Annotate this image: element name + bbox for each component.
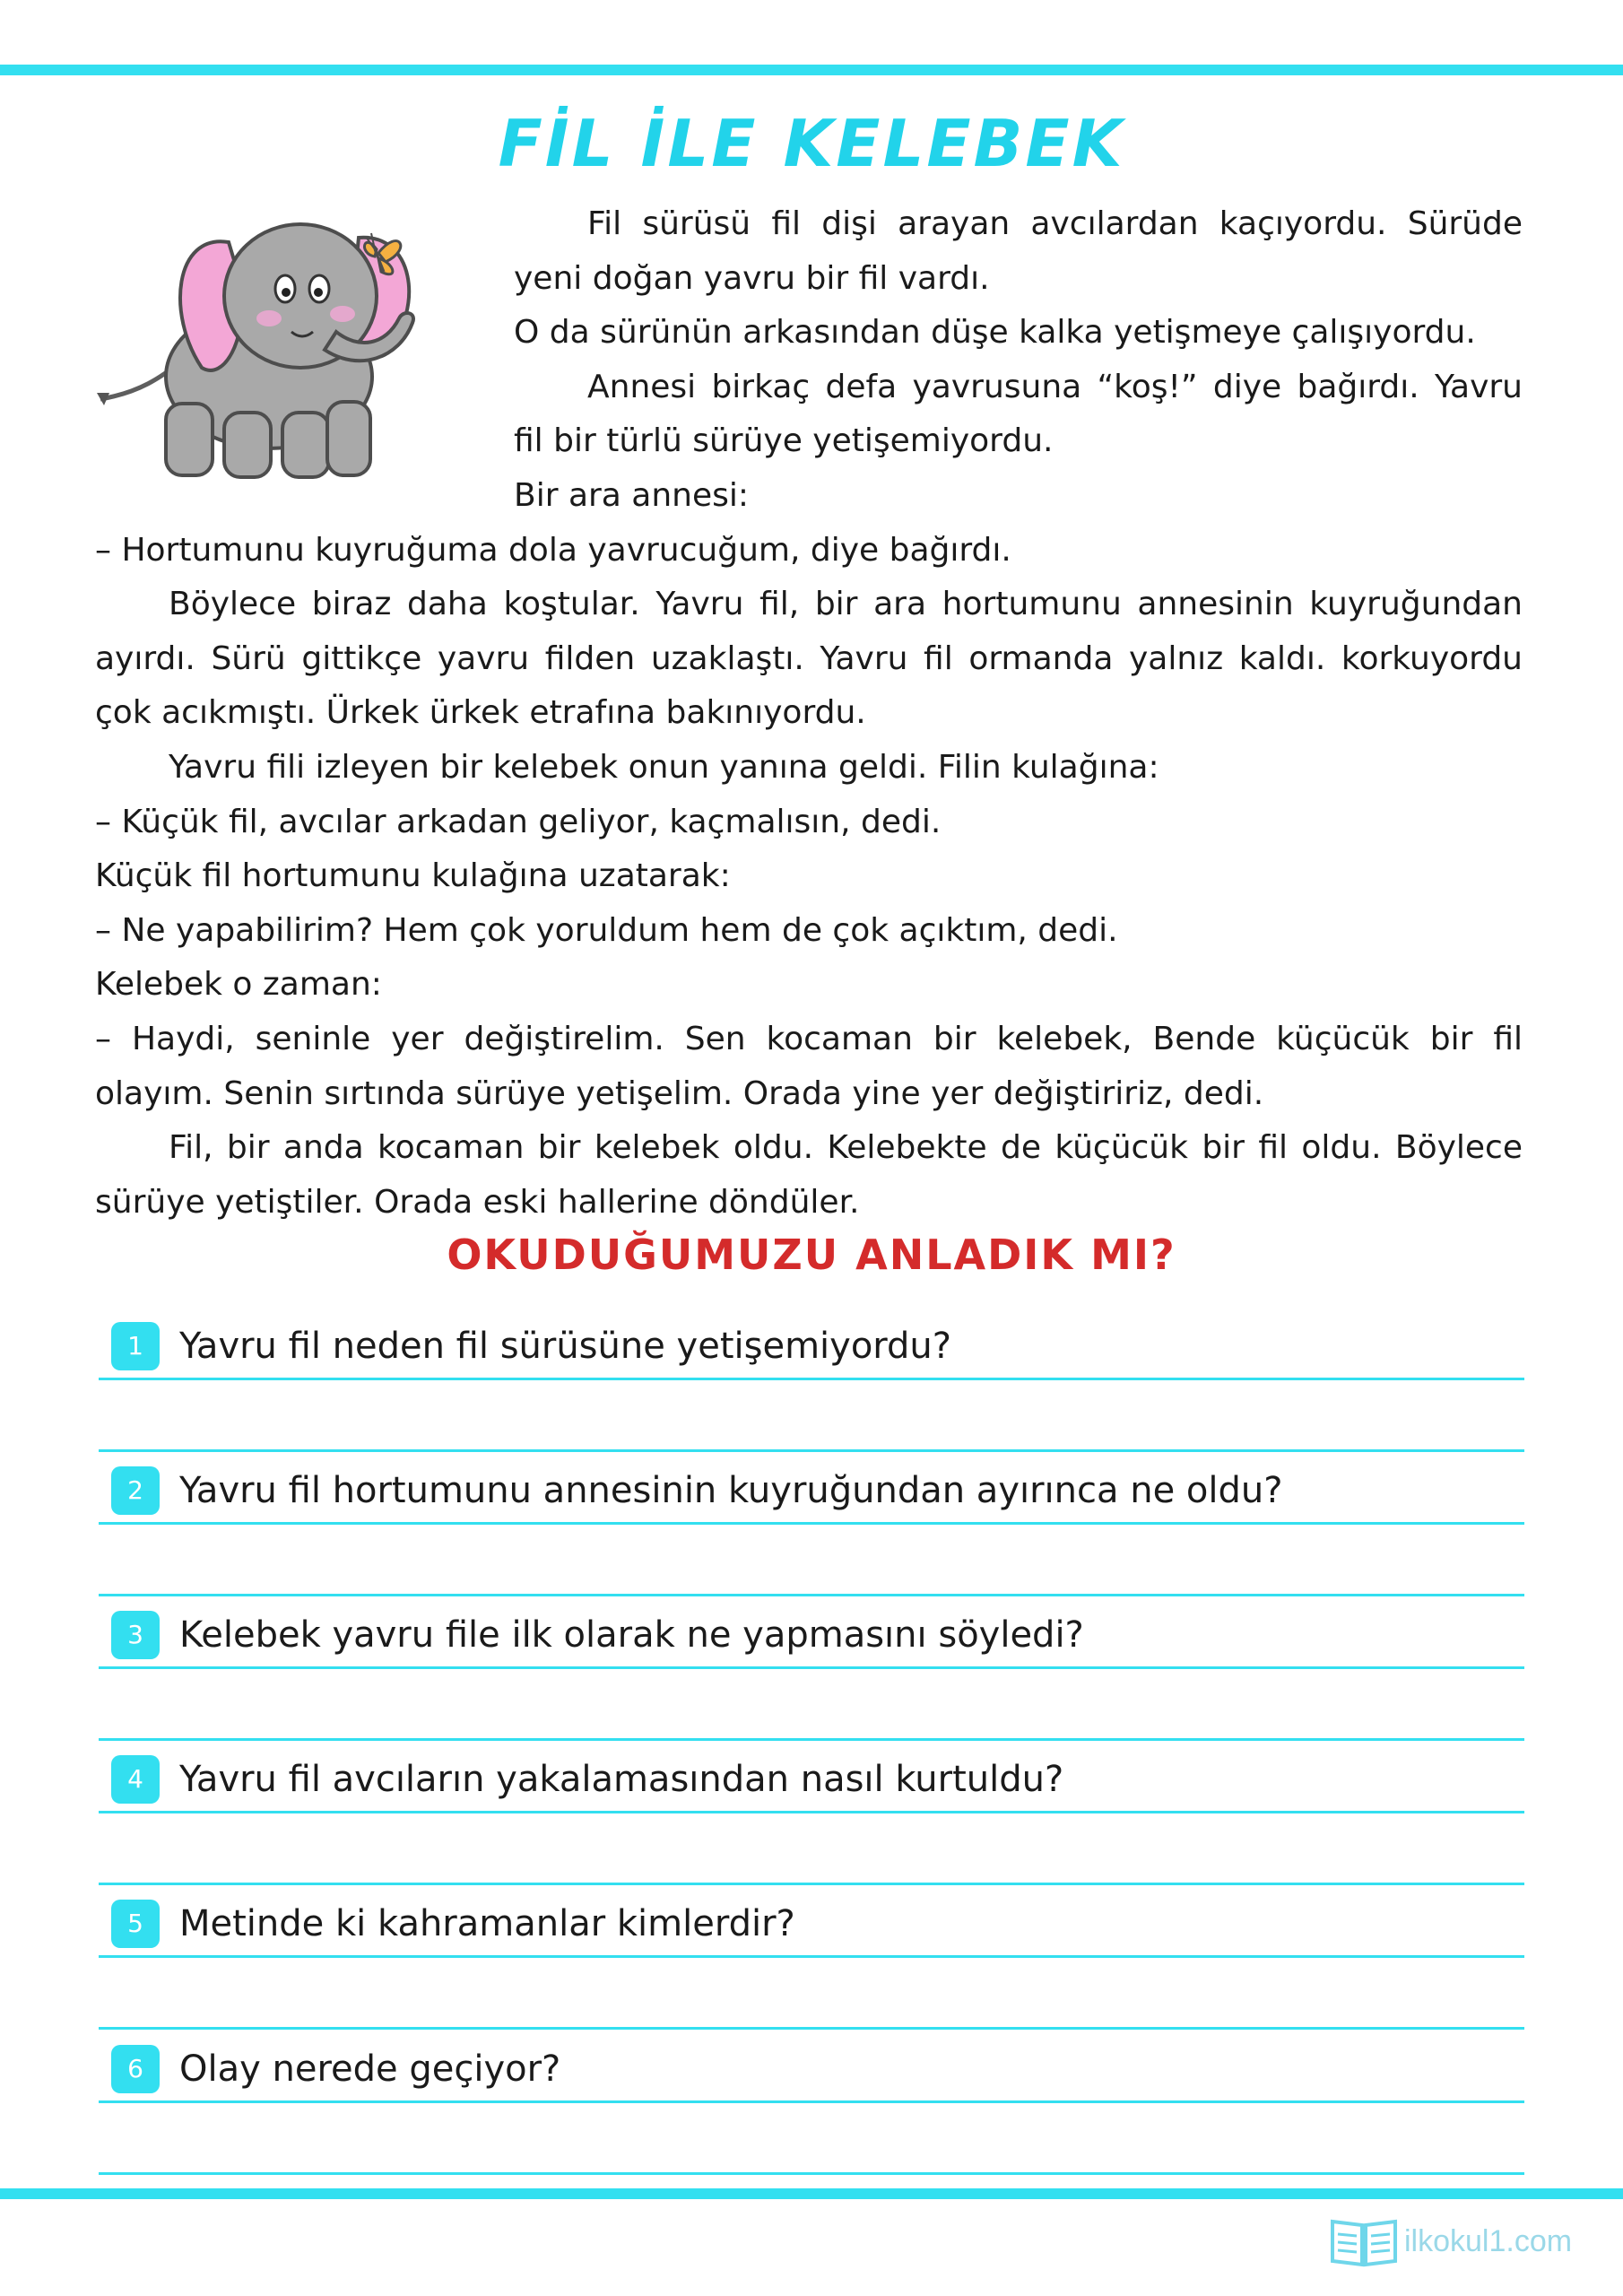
question-item <box>99 1459 1524 1603</box>
question-item <box>99 2038 1524 2181</box>
question-item <box>99 1315 1524 1458</box>
question-number-badge: 3 <box>111 1611 160 1659</box>
answer-line[interactable] <box>99 1522 1524 1525</box>
book-icon <box>1329 2213 1399 2270</box>
question-number-badge: 6 <box>111 2045 160 2093</box>
answer-line[interactable] <box>99 1594 1524 1596</box>
story-paragraph: Annesi birkaç defa yavrusuna “koş!” diye bağırdı. Yavru fil bir türlü sürüye yetişemiyordu. <box>514 368 1523 460</box>
story-paragraph: Kelebek o zaman: <box>95 966 382 1004</box>
question-number-badge: 2 <box>111 1466 160 1515</box>
answer-line[interactable] <box>99 1666 1524 1669</box>
answer-line[interactable] <box>99 1738 1524 1741</box>
story-paragraph: – Ne yapabilirim? Hem çok yoruldum hem de çok açıktım, dedi. <box>95 911 1118 949</box>
story-paragraph: Böylece biraz daha koştular. Yavru fil, bir ara hortumunu annesinin kuyruğundan ayırdı. Sürü gittikçe yavru filden uzaklaştı. Yavru fil ormanda yalnız kaldı. korkuyordu çok acıkmıştı. Ürkek ürkek etrafına bakınıyordu. <box>95 586 1523 732</box>
story-paragraph: O da sürünün arkasından düşe kalka yetişmeye çalışıyordu. <box>514 314 1476 352</box>
question-number-badge: 1 <box>111 1322 160 1370</box>
answer-line[interactable] <box>99 1883 1524 1885</box>
answer-line[interactable] <box>99 1811 1524 1813</box>
question-text: Metinde ki kahramanlar kimlerdir? <box>179 1903 795 1944</box>
story-paragraph: Küçük fil hortumunu kulağına uzatarak: <box>95 857 731 895</box>
story-text <box>95 197 1523 1230</box>
site-brand-name[interactable]: ilkokul1.com <box>1404 2223 1573 2258</box>
story-paragraph: – Hortumunu kuyruğuma dola yavrucuğum, diye bağırdı. <box>95 531 1011 569</box>
question-text: Kelebek yavru file ilk olarak ne yapmasını söyledi? <box>179 1614 1084 1656</box>
answer-line[interactable] <box>99 1955 1524 1958</box>
question-text: Yavru fil avcıların yakalamasından nasıl kurtuldu? <box>179 1759 1064 1800</box>
question-text: Yavru fil hortumunu annesinin kuyruğundan ayırınca ne oldu? <box>179 1470 1283 1511</box>
question-item <box>99 1604 1524 1747</box>
questions-heading: OKUDUĞUMUZU ANLADIK MI? <box>447 1231 1176 1279</box>
page-title: FİL İLE KELEBEK <box>498 106 1125 181</box>
answer-line[interactable] <box>99 2172 1524 2175</box>
question-text: Olay nerede geçiyor? <box>179 2048 561 2090</box>
bottom-border-band <box>0 2188 1623 2199</box>
story-paragraph: Fil sürüsü fil dişi arayan avcılardan kaçıyordu. Sürüde yeni doğan yavru bir fil vardı. <box>514 205 1523 297</box>
question-item <box>99 1892 1524 2036</box>
question-text: Yavru fil neden fil sürüsüne yetişemiyordu? <box>179 1326 952 1367</box>
site-logo[interactable] <box>1329 2210 1572 2273</box>
answer-line[interactable] <box>99 1449 1524 1452</box>
story-paragraph: Yavru fili izleyen bir kelebek onun yanına geldi. Filin kulağına: <box>169 748 1159 786</box>
question-number-badge: 5 <box>111 1900 160 1948</box>
answer-line[interactable] <box>99 2100 1524 2103</box>
answer-line[interactable] <box>99 1378 1524 1380</box>
story-paragraph: – Küçük fil, avcılar arkadan geliyor, kaçmalısın, dedi. <box>95 803 942 840</box>
question-number-badge: 4 <box>111 1755 160 1804</box>
top-border-band <box>0 65 1623 75</box>
story-paragraph: – Haydi, seninle yer değiştirelim. Sen kocaman bir kelebek, Bende küçücük bir fil olayım. Senin sırtında sürüye yetişelim. Orada yine yer değiştiririz, dedi. <box>95 1020 1523 1112</box>
question-item <box>99 1748 1524 1892</box>
story-paragraph: Bir ara annesi: <box>514 476 750 514</box>
answer-line[interactable] <box>99 2027 1524 2030</box>
story-paragraph: Fil, bir anda kocaman bir kelebek oldu. Kelebekte de küçücük bir fil oldu. Böylece sürüye yetiştiler. Orada eski hallerine döndüler. <box>95 1129 1523 1221</box>
